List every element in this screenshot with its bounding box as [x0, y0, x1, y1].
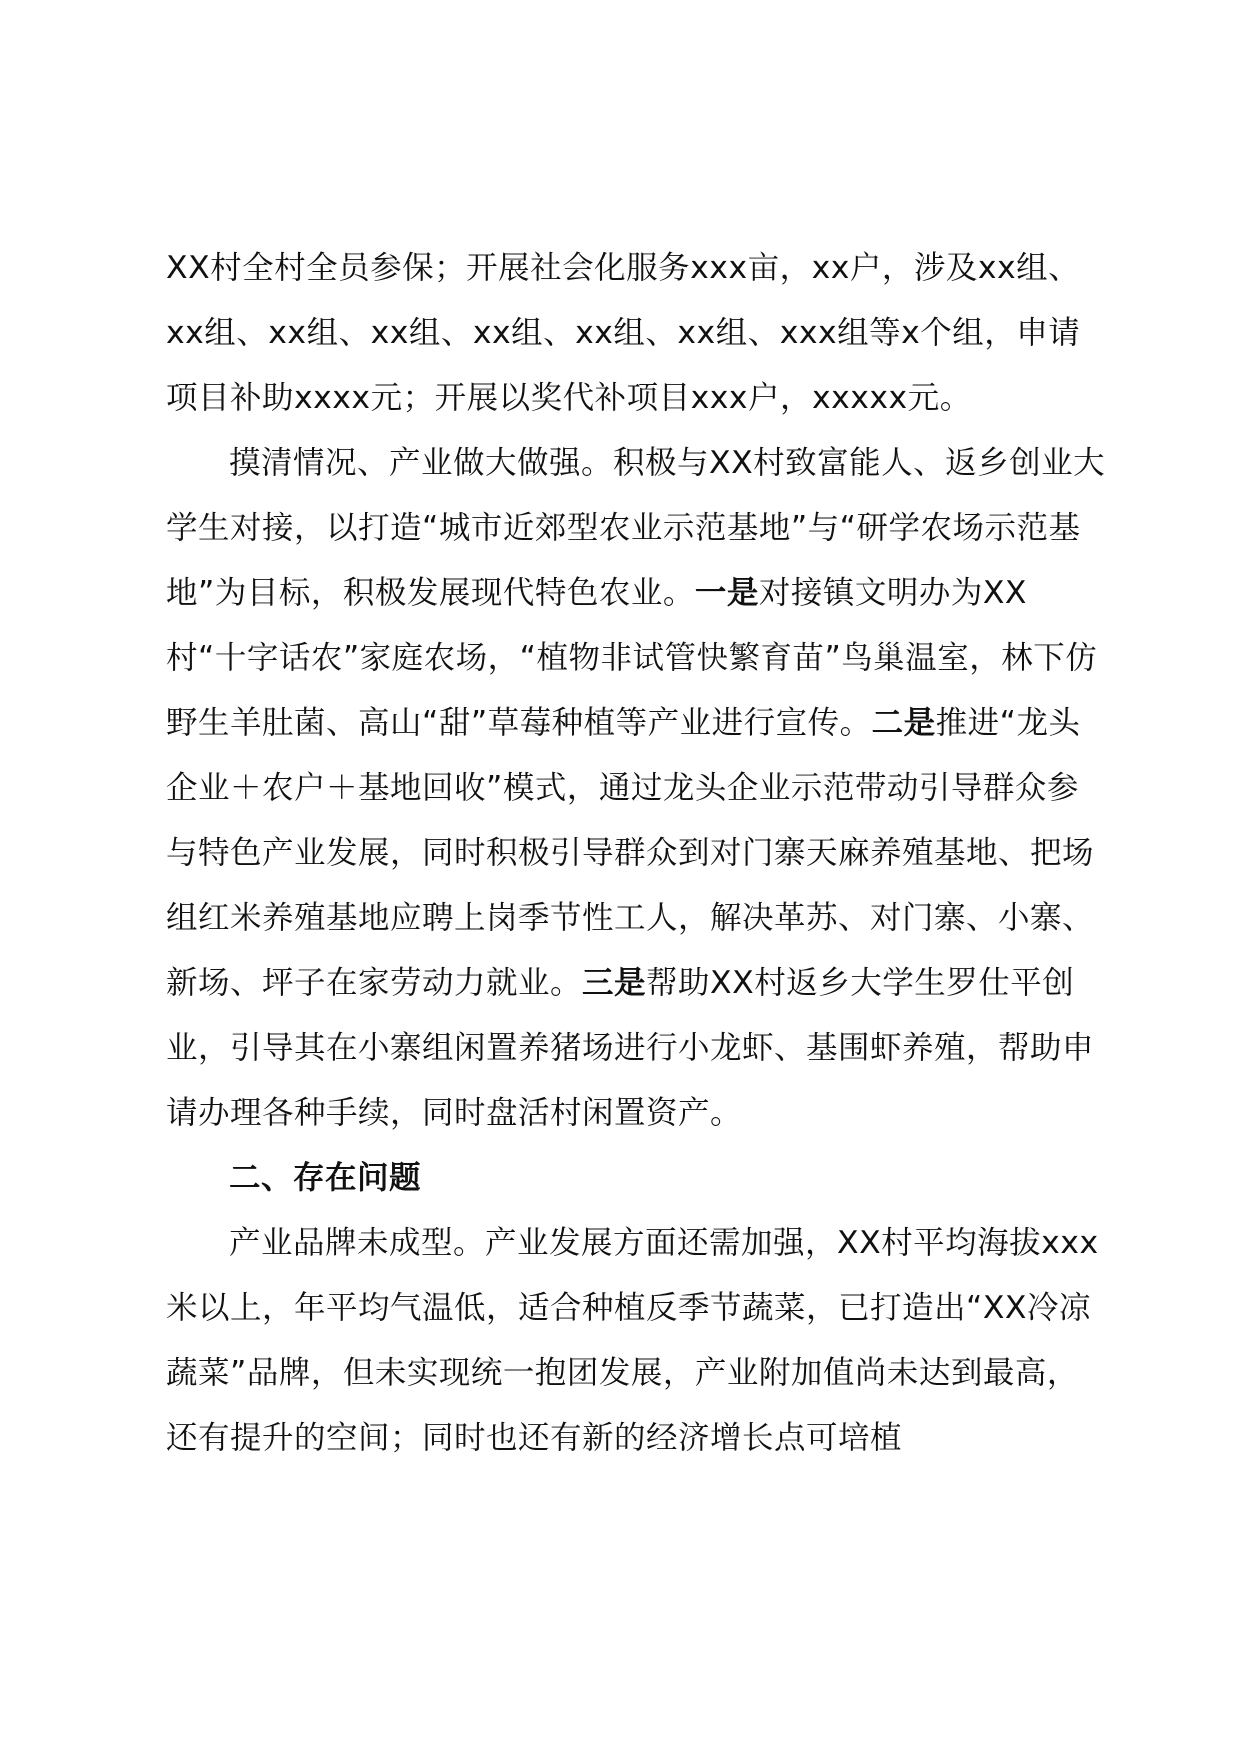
paragraph-brand-issue [166, 1211, 1106, 1471]
section-heading-problems: 二、存在问题 [229, 1160, 422, 1196]
point-text-2: 推进“龙头企业＋农户＋基地回收”模式，通过龙头企业示范带动引导群众参与特色产业发展，同时积极引导群众到对门寨天麻养殖基地、把场组红米养殖基地应聘上岗季节性工人，解决革苏、对门寨、小寨、新场、坪子在家劳动力就业。 [166, 705, 1095, 1001]
document-body [166, 236, 1106, 1471]
paragraph-intro: 摸清情况、产业做大做强。积极与XX村致富能人、返乡创业大学生对接，以打造“城市近郊型农业示范基地”与“研学农场示范基地”为目标，积极发展现代特色农业。 [166, 445, 1106, 611]
point-label-3: 三是 [582, 965, 647, 1001]
paragraph-text: XX村全村全员参保；开展社会化服务xxx亩，xx户，涉及xx组、xx组、xx组、xx组、xx组、xx组、xx组、xxx组等x个组，申请项目补助xxxx元；开展以奖代补项目xxx户，xxxxx元。 [166, 250, 1081, 416]
paragraph-industry-development [166, 431, 1106, 1146]
point-text-3: 帮助XX村返乡大学生罗仕平创业，引导其在小寨组闲置养猪场进行小龙虾、基围虾养殖，帮助申请办理各种手续，同时盘活村闲置资产。 [166, 965, 1095, 1131]
point-label-2: 二是 [871, 705, 936, 741]
paragraph-insurance-services [166, 236, 1106, 431]
paragraph-text: 产业品牌未成型。产业发展方面还需加强，XX村平均海拔xxx米以上，年平均气温低，适合种植反季节蔬菜，已打造出“XX冷凉蔬菜”品牌，但未实现统一抱团发展，产业附加值尚未达到最高，还有提升的空间；同时也还有新的经济增长点可培植 [166, 1225, 1099, 1456]
point-label-1: 一是 [694, 575, 759, 611]
point-text-1: 对接镇文明办为XX村“十字话农”家庭农场，“植物非试管快繁育苗”鸟巢温室，林下仿野生羊肚菌、高山“甜”草莓种植等产业进行宣传。 [166, 575, 1098, 741]
